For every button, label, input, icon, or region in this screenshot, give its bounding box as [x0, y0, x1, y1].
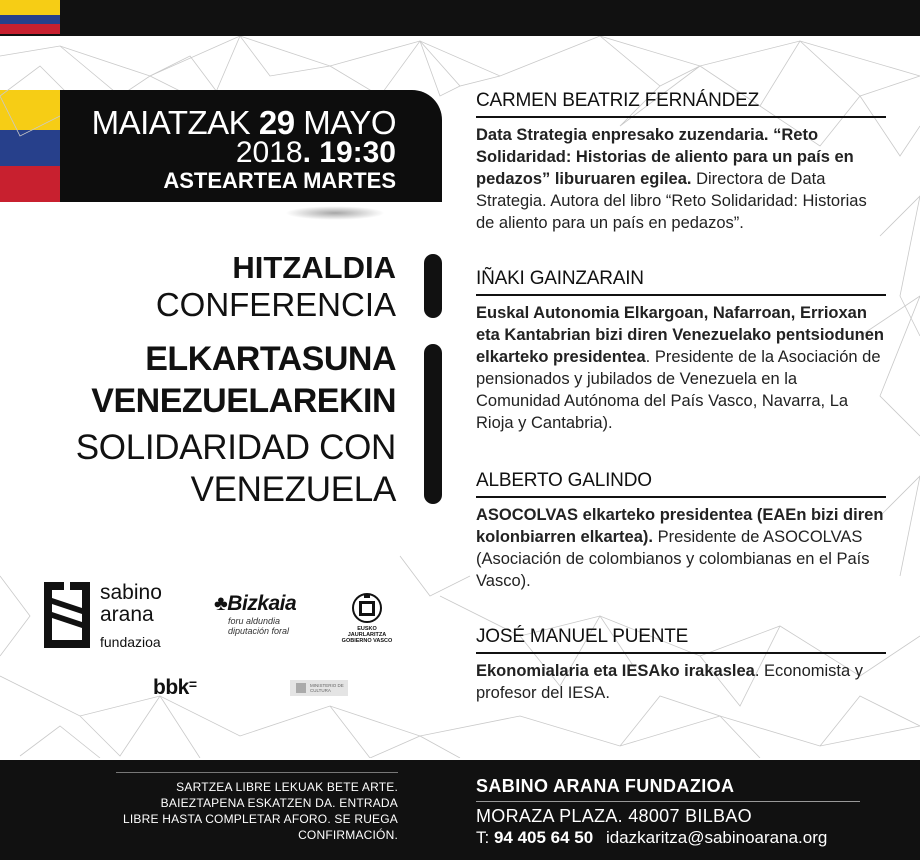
event-title-basque-2: VENEZUELAREKIN	[91, 382, 396, 420]
event-title-spanish-1: SOLIDARIDAD CON	[75, 428, 396, 467]
speaker-bio	[476, 660, 886, 704]
spain-crest-icon	[294, 682, 308, 694]
speaker-name: JOSÉ MANUEL PUENTE	[476, 626, 886, 654]
month-basque: MAIATZAK	[91, 104, 251, 141]
speaker-bio-spanish: Presidente de ASOCOLVAS (Asociación de colombianos y colombianas en el País Vasco).	[476, 528, 870, 590]
speaker-block	[476, 626, 886, 704]
footer	[0, 760, 920, 860]
sabino-text: sabino	[100, 581, 162, 604]
event-title-spanish-2: VENEZUELA	[190, 470, 396, 509]
ministerio-logo	[290, 680, 348, 696]
divider-bar-short	[424, 254, 442, 318]
month-spanish: MAYO	[303, 104, 396, 141]
bbk-text: bbk	[153, 676, 189, 699]
entry-notice	[116, 772, 398, 843]
event-type-spanish: CONFERENCIA	[155, 286, 396, 323]
sabino-arana-logo	[44, 580, 204, 652]
speaker-bio-spanish: . Economista y profesor del IESA.	[476, 662, 864, 702]
entry-notice-line: SARTZEA LIBRE LEKUAK BETE ARTE.	[176, 780, 398, 794]
gobierno-vasco-text: GOBIERNO VASCO	[341, 638, 393, 644]
bizkaia-tree-icon: ♣	[214, 592, 228, 615]
footer-divider	[476, 801, 860, 802]
speaker-name: ALBERTO GALINDO	[476, 470, 886, 498]
date-line-time	[236, 136, 396, 170]
bizkaia-sub-basque: foru aldundia	[228, 616, 281, 626]
entry-notice-line: BAIEZTAPENA ESKATZEN DA. ENTRADA	[160, 796, 398, 810]
event-title-basque-1: ELKARTASUNA	[145, 340, 396, 378]
speaker-bio-basque: ASOCOLVAS elkarteko presidentea (EAEn bizi diren kolonbiarren elkartea).	[476, 506, 884, 546]
bizkaia-logo	[214, 592, 296, 636]
speaker-bio	[476, 302, 886, 434]
phone-number: 94 405 64 50	[493, 828, 594, 847]
speaker-bio-spanish: . Presidente de la Asociación de pensionados y jubilados de Venezuela en la Comunidad Autónoma del País Vasco, Navarra, La Rioja y Cantabria).	[476, 348, 881, 432]
bizkaia-sub-spanish: diputación foral	[228, 626, 290, 636]
top-bar	[0, 0, 920, 36]
speaker-block	[476, 470, 886, 592]
speaker-bio-basque: Ekonomialaria eta IESAko irakaslea	[476, 662, 755, 680]
arana-text: arana	[100, 603, 154, 626]
speaker-bio	[476, 124, 886, 234]
day-number: 29	[258, 104, 295, 141]
weekday: ASTEARTEA MARTES	[163, 168, 396, 193]
date-box	[60, 90, 442, 202]
phone-label: T:	[476, 828, 494, 847]
divider-bar-long	[424, 344, 442, 504]
speaker-block	[476, 90, 886, 234]
eusko-jaurlaritza-text: EUSKO JAURLARITZA	[347, 626, 387, 638]
time: . 19:30	[302, 136, 396, 169]
speaker-name: CARMEN BEATRIZ FERNÁNDEZ	[476, 90, 886, 118]
sabino-arana-mark-icon	[44, 582, 90, 648]
speaker-bio-basque: Euskal Autonomia Elkargoan, Nafarroan, Errioxan eta Kantabrian bizi diren Venezuelako pentsiodunen elkarteko presidentea	[476, 304, 884, 366]
speaker-bio-basque: Data Strategia enpresako zuzendaria. “Reto Solidaridad: Historias de aliento para un país en pedazos” liburuaren egilea.	[476, 126, 854, 188]
event-type-basque: HITZALDIA	[232, 250, 396, 285]
address: MORAZA PLAZA. 48007 BILBAO	[476, 806, 752, 826]
flag-top	[0, 0, 60, 34]
entry-notice-line: LIBRE HASTA COMPLETAR AFORO. SE RUEGA	[122, 812, 398, 826]
year: 2018	[235, 136, 303, 169]
speaker-bio-spanish: Directora de Data Strategia. Autora del libro “Reto Solidaridad: Historias de aliento para un país en pedazos”.	[476, 170, 867, 232]
bizkaia-name: Bizkaia	[227, 592, 297, 615]
eusko-jaurlaritza-logo	[340, 592, 394, 642]
ministerio-text: MINISTERIO DE CULTURA	[310, 683, 344, 693]
bbk-equals-icon: =	[188, 676, 197, 692]
email-address: idazkaritza@sabinoarana.org	[605, 828, 828, 847]
contact-line	[476, 828, 827, 848]
fundazioa-text: fundazioa	[100, 634, 161, 650]
basque-shield-icon	[340, 592, 394, 626]
date-box-shadow	[285, 206, 385, 220]
speaker-block	[476, 268, 886, 434]
organization-name: SABINO ARANA FUNDAZIOA	[476, 776, 735, 796]
speaker-bio	[476, 504, 886, 592]
bbk-logo	[153, 676, 197, 700]
speaker-name: IÑAKI GAINZARAIN	[476, 268, 886, 296]
entry-notice-line: CONFIRMACIÓN.	[298, 828, 398, 842]
